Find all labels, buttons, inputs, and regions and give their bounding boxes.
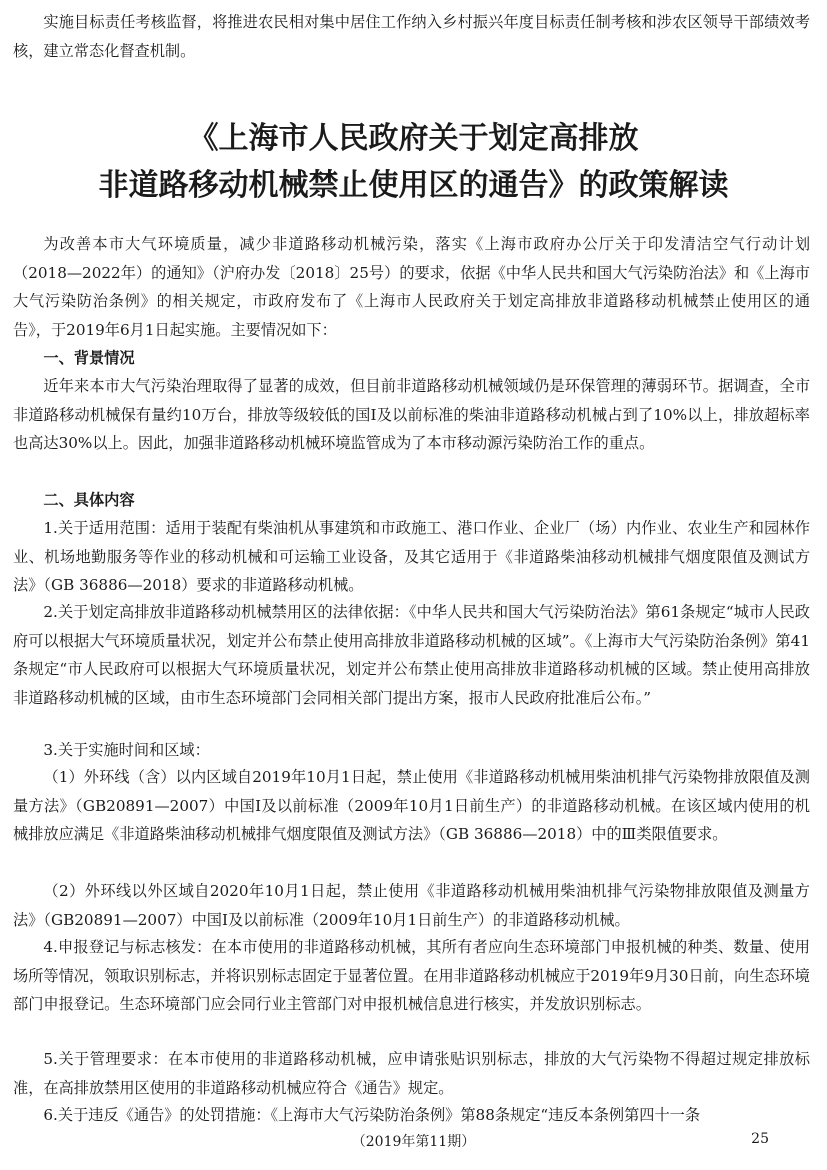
page-number: 25 <box>751 1131 769 1147</box>
content-item-penalties: 6.关于违反《通告》的处罚措施：《上海市大气污染防治条例》第88条规定“违反本条例第四十一条 <box>43 1106 701 1124</box>
content-item-time-area: 3.关于实施时间和区域： <box>43 741 210 759</box>
section-heading-content: 二、具体内容 <box>43 491 135 509</box>
background-paragraph: 近年来本市大气污染治理取得了显著的成效，但目前非道路移动机械领域仍是环保管理的薄弱环节。据调查，全市非道路移动机械保有量约10万台，排放等级较低的国Ⅰ及以前标准的柴油非道路移动机械占到了10%以上，排放超标率也高达30%以上。因此，加强非道路移动机械环境监管成为了本市移动源污染防治工作的重点。 <box>13 377 810 452</box>
page-title-line-2: 非道路移动机械禁止使用区的通告》的政策解读 <box>98 168 729 203</box>
footer-issue: （2019年第11期） <box>351 1134 476 1150</box>
content-item-management: 5.关于管理要求：在本市使用的非道路移动机械，应申请张贴识别标志，排放的大气污染物不得超过规定排放标准，在高排放禁用区使用的非道路移动机械应符合《通告》规定。 <box>13 1050 810 1097</box>
content-item-legal-basis: 2.关于划定高排放非道路移动机械禁用区的法律依据：《中华人民共和国大气污染防治法》第61条规定“城市人民政府可以根据大气环境质量状况，划定并公布禁止使用高排放非道路移动机械的区域”。《上海市大气污染防治条例》第41条规定“市人民政府可以根据大气环境质量状况，划定并公布禁止使用高排放非道路移动机械的区域。禁止使用高排放非道路移动机械的区域，由市生态环境部门会同相关部门提出方案，报市人民政府批准后公布。” <box>13 603 810 707</box>
content-item-scope: 1.关于适用范围：适用于装配有柴油机从事建筑和市政施工、港口作业、企业厂（场）内作业、农业生产和园林作业、机场地勤服务等作业的移动机械和可运输工业设备，及其它适用于《非道路柴油移动机械排气烟度限值及测试方法》（GB 36886—2018）要求的非道路移动机械。 <box>13 519 810 594</box>
section-heading-background: 一、背景情况 <box>43 349 135 367</box>
top-paragraph: 实施目标责任考核监督，将推进农民相对集中居住工作纳入乡村振兴年度目标责任制考核和涉农区领导干部绩效考核，建立常态化督查机制。 <box>13 13 810 60</box>
content-item-inner-ring: （1）外环线（含）以内区域自2019年10月1日起，禁止使用《非道路移动机械用柴油机排气污染物排放限值及测量方法》（GB20891—2007）中国Ⅰ及以前标准（2009年10月1日前生产）的非道路移动机械。在该区域内使用的机械排放应满足《非道路柴油移动机械排气烟度限值及测试方法》（GB 36886—2018）中的Ⅲ类限值要求。 <box>13 768 810 843</box>
page-title-line-1: 《上海市人民政府关于划定高排放 <box>188 121 639 156</box>
content-item-outer-ring: （2）外环线以外区域自2020年10月1日起，禁止使用《非道路移动机械用柴油机排气污染物排放限值及测量方法》（GB20891—2007）中国Ⅰ及以前标准（2009年10月1日前生产）的非道路移动机械。 <box>13 882 810 929</box>
content-item-registration: 4.申报登记与标志核发：在本市使用的非道路移动机械，其所有者应向生态环境部门申报机械的种类、数量、使用场所等情况，领取识别标志，并将识别标志固定于显著位置。在用非道路移动机械应于2019年9月30日前，向生态环境部门申报登记。生态环境部门应会同行业主管部门对申报机械信息进行核实，并发放识别标志。 <box>13 938 810 1013</box>
page-footer <box>0 1131 827 1159</box>
intro-paragraph: 为改善本市大气环境质量，减少非道路移动机械污染，落实《上海市政府办公厅关于印发清洁空气行动计划（2018—2022年）的通知》（沪府办发〔2018〕25号）的要求，依据《中华人民共和国大气污染防治法》和《上海市大气污染防治条例》的相关规定，市政府发布了《上海市人民政府关于划定高排放非道路移动机械禁止使用区的通告》，于2019年6月1日起实施。主要情况如下： <box>13 235 810 339</box>
